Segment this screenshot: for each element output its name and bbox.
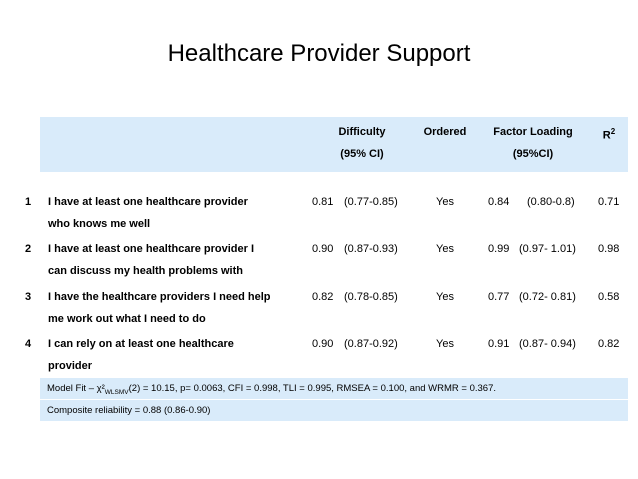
row-item (48, 191, 306, 235)
header-factor-label: Factor Loading (493, 126, 573, 138)
header-factor-ci: (95%CI) (512, 148, 554, 160)
page-title: Healthcare Provider Support (167, 40, 471, 67)
model-fit-note (40, 378, 628, 399)
row-number: 3 (25, 291, 32, 303)
r2-value: 0.98 (598, 243, 620, 255)
model-fit-subscript: WLSMV (104, 388, 129, 396)
model-fit-stats: (2) = 10.15, p= 0.0063, CFI = 0.998, TLI = 0.995, RMSEA = 0.100, and WRMR = 0.367. (128, 383, 497, 394)
row-number: 1 (25, 196, 32, 208)
difficulty-estimate: 0.90 (312, 243, 334, 255)
header-r2-base: R (602, 129, 611, 142)
header-difficulty (322, 121, 402, 165)
factor-loading-ci: (0.72- 0.81) (519, 291, 576, 303)
ordered-value: Yes (436, 243, 454, 255)
factor-loading-ci: (0.87- 0.94) (519, 338, 576, 350)
factor-loading-ci: (0.97- 1.01) (519, 243, 576, 255)
header-ordered-label: Ordered (423, 126, 467, 138)
difficulty-estimate: 0.82 (312, 291, 334, 303)
factor-loading-estimate: 0.77 (488, 291, 510, 303)
row-item-line1: I have the healthcare providers I need help (48, 291, 271, 303)
factor-loading-estimate: 0.84 (488, 196, 510, 208)
row-item-line2: me work out what I need to do (48, 313, 206, 325)
header-factor-loading (478, 121, 588, 165)
difficulty-ci: (0.77-0.85) (344, 196, 398, 208)
header-r2-sup: 2 (610, 127, 616, 136)
ordered-value: Yes (436, 291, 454, 303)
row-item (48, 333, 306, 377)
header-r2 (594, 121, 624, 147)
header-difficulty-ci: (95% CI) (340, 148, 384, 160)
row-number: 4 (25, 338, 32, 350)
difficulty-estimate: 0.81 (312, 196, 334, 208)
ordered-value: Yes (436, 338, 454, 350)
row-number: 2 (25, 243, 32, 255)
difficulty-ci: (0.87-0.93) (344, 243, 398, 255)
r2-value: 0.82 (598, 338, 620, 350)
r2-value: 0.58 (598, 291, 620, 303)
factor-loading-estimate: 0.91 (488, 338, 510, 350)
header-difficulty-label: Difficulty (338, 126, 386, 138)
factor-loading-estimate: 0.99 (488, 243, 510, 255)
row-item-line2: can discuss my health problems with (48, 265, 243, 277)
difficulty-ci: (0.87-0.92) (344, 338, 398, 350)
factor-loading-ci: (0.80-0.8) (527, 196, 575, 208)
ordered-value: Yes (436, 196, 454, 208)
row-item-line1: I have at least one healthcare provider (48, 196, 248, 208)
composite-reliability-text: Composite reliability = 0.88 (0.86-0.90) (47, 405, 211, 416)
difficulty-estimate: 0.90 (312, 338, 334, 350)
model-fit-prefix: Model Fit – χ² (47, 383, 105, 394)
row-item-line2: who knows me well (48, 218, 151, 230)
row-item-line1: I can rely on at least one healthcare (48, 338, 234, 350)
row-item-line2: provider (48, 360, 93, 372)
difficulty-ci: (0.78-0.85) (344, 291, 398, 303)
row-item-line1: I have at least one healthcare provider I (48, 243, 255, 255)
header-ordered (413, 121, 477, 143)
r2-value: 0.71 (598, 196, 620, 208)
row-item (48, 286, 306, 330)
row-item (48, 238, 306, 282)
composite-reliability-note (40, 400, 628, 421)
